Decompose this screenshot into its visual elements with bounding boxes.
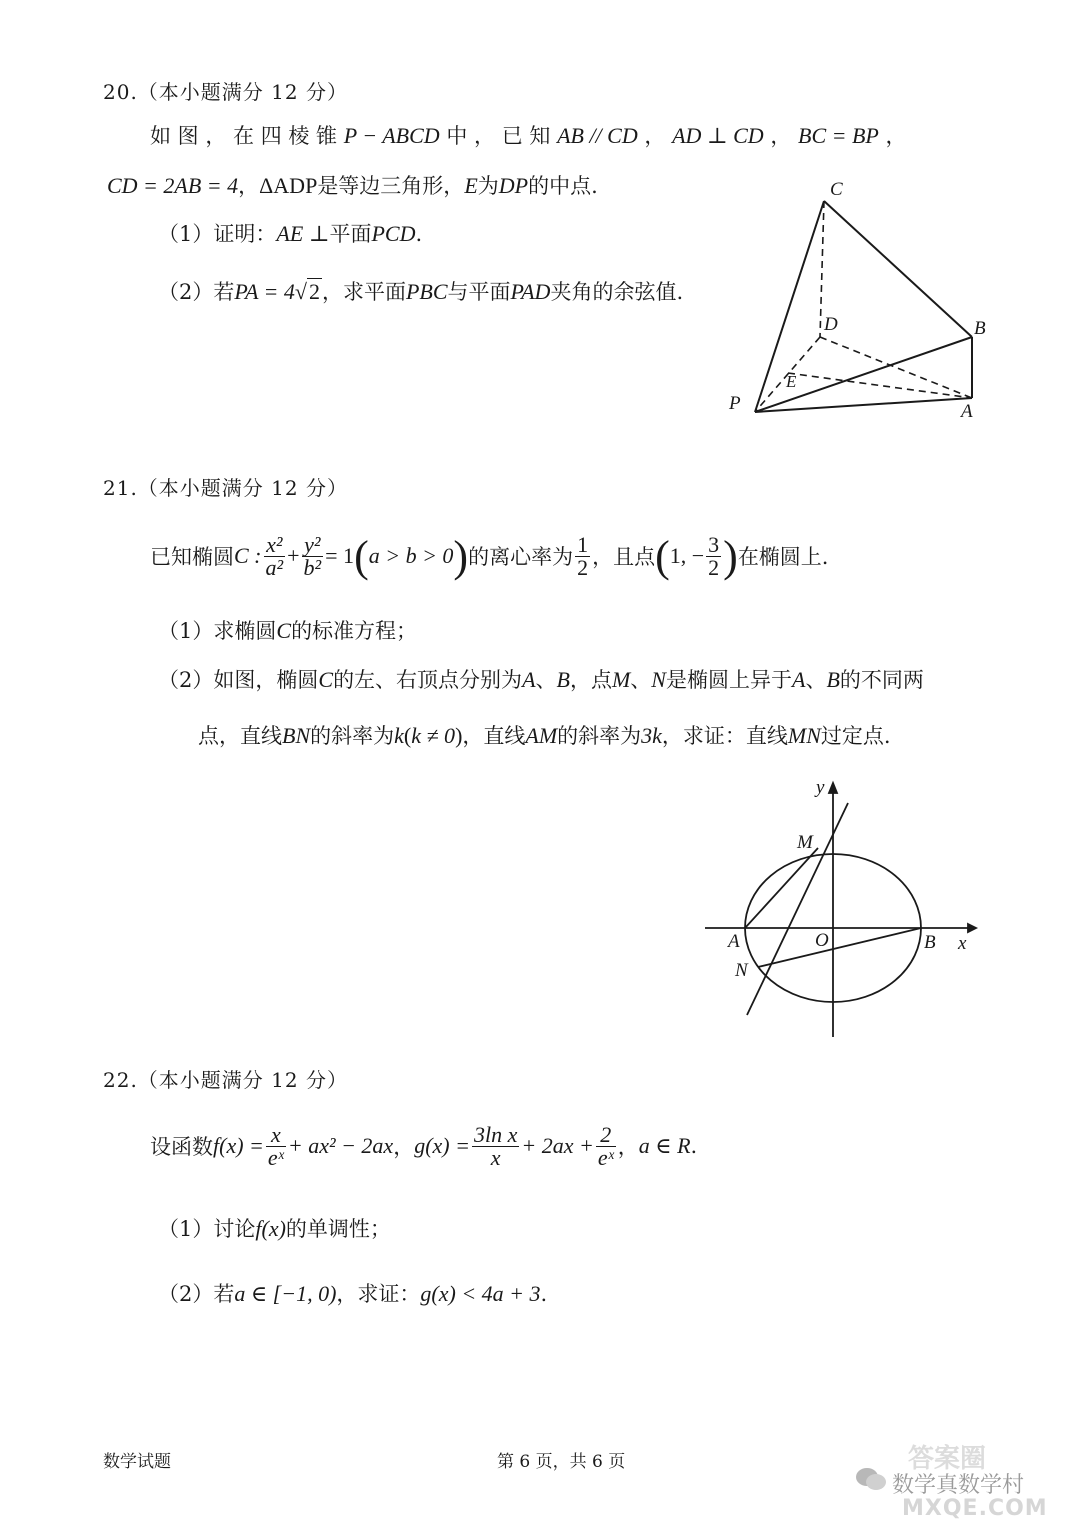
denominator: eˣ bbox=[597, 1144, 614, 1170]
math: 1, − bbox=[669, 543, 705, 568]
math: g(x) < 4a + 3 bbox=[420, 1281, 541, 1306]
math: a ∈ [−1, 0) bbox=[234, 1281, 337, 1306]
denominator: eˣ bbox=[267, 1144, 284, 1170]
math: 2 bbox=[308, 279, 320, 304]
text: 的斜率为 bbox=[557, 724, 642, 748]
math: A bbox=[791, 667, 806, 692]
q21-part2-line2 bbox=[198, 720, 891, 750]
text: （2）若 bbox=[158, 280, 235, 304]
text: ， bbox=[393, 1135, 415, 1159]
math: C bbox=[318, 667, 334, 692]
q21-part2-line1 bbox=[158, 664, 924, 694]
text: （2）若 bbox=[158, 1282, 235, 1306]
fraction-2-ex bbox=[596, 1121, 616, 1170]
text: 平面 bbox=[329, 222, 372, 246]
fraction-3-2 bbox=[706, 531, 721, 580]
math: AB // CD bbox=[557, 123, 638, 148]
text: ，求证：直线 bbox=[661, 724, 788, 748]
label-N: N bbox=[735, 960, 748, 981]
watermark-url: MXQE.COM bbox=[902, 1496, 1048, 1521]
paren-close: ) bbox=[453, 531, 469, 581]
math: + bbox=[287, 543, 300, 568]
math: + 2ax + bbox=[521, 1133, 594, 1158]
math: a > b > 0 bbox=[368, 543, 454, 568]
math: MN bbox=[787, 723, 821, 748]
paren-open: ( bbox=[403, 723, 412, 748]
q20-statement-line1 bbox=[150, 120, 907, 150]
label-M: M bbox=[797, 832, 813, 853]
denominator: x bbox=[490, 1144, 501, 1170]
text: ， bbox=[617, 1135, 639, 1159]
text: 夹角的余弦值. bbox=[550, 280, 684, 304]
math: P − ABCD bbox=[343, 123, 440, 148]
q22-part2 bbox=[158, 1278, 547, 1308]
math: PCD bbox=[371, 221, 416, 246]
math: = 1 bbox=[325, 543, 355, 568]
text: 是椭圆上异于 bbox=[665, 668, 792, 692]
q20-part2 bbox=[158, 276, 683, 306]
text: . bbox=[415, 222, 423, 246]
text: ，点 bbox=[569, 668, 612, 692]
math: f(x) bbox=[255, 1216, 286, 1241]
math: CD = 2AB = 4 bbox=[107, 173, 239, 198]
math: BC = BP bbox=[798, 123, 879, 148]
denominator: a² bbox=[265, 554, 284, 580]
text: （1）证明： bbox=[158, 222, 277, 246]
math: N bbox=[651, 667, 666, 692]
text: 是等边三角形， bbox=[317, 174, 465, 198]
q21-statement bbox=[150, 528, 829, 584]
math: AM bbox=[525, 723, 558, 748]
math: B bbox=[556, 667, 570, 692]
math: AD ⊥ CD bbox=[672, 123, 764, 148]
numerator: x² bbox=[264, 534, 286, 557]
paren-close: ) bbox=[723, 531, 738, 581]
q22-part1 bbox=[158, 1213, 391, 1243]
label-B: B bbox=[974, 318, 986, 339]
fraction-3lnx-x bbox=[472, 1121, 519, 1170]
numerator: y² bbox=[302, 534, 324, 557]
watermark-text: 数学真数学村 bbox=[892, 1473, 1025, 1498]
numerator: 2 bbox=[596, 1124, 616, 1147]
numerator: x bbox=[266, 1124, 286, 1147]
pyramid-figure bbox=[720, 175, 1000, 425]
text: 设函数 bbox=[150, 1135, 213, 1159]
paren-open: ( bbox=[354, 531, 369, 581]
text: （1）讨论 bbox=[158, 1217, 256, 1241]
text: 的不同两 bbox=[839, 668, 924, 692]
text: 的离心率为 bbox=[468, 545, 574, 569]
label-B: B bbox=[924, 932, 936, 953]
watermark-logo: 答案圈 bbox=[908, 1444, 987, 1474]
ellipse-figure bbox=[700, 775, 990, 1045]
text: 的中点. bbox=[528, 174, 598, 198]
math: + ax² − 2ax bbox=[287, 1133, 394, 1158]
math: A bbox=[522, 667, 536, 692]
q21-header: 21.（本小题满分 12 分） bbox=[103, 476, 348, 500]
math: E bbox=[464, 173, 478, 198]
text: ，求证： bbox=[336, 1282, 421, 1306]
label-O: O bbox=[815, 930, 829, 951]
math: BN bbox=[282, 723, 311, 748]
math: a ∈ R bbox=[638, 1133, 691, 1158]
denominator: b² bbox=[303, 554, 322, 580]
text: ， bbox=[238, 174, 260, 198]
label-D: D bbox=[824, 314, 838, 335]
math: PAD bbox=[510, 279, 551, 304]
text: 、 bbox=[535, 668, 557, 692]
text: ，且点 bbox=[592, 545, 656, 569]
fraction-x2-a2 bbox=[264, 531, 286, 580]
text: 点，直线 bbox=[198, 724, 282, 748]
label-P: P bbox=[729, 393, 741, 414]
text: 与平面 bbox=[447, 280, 511, 304]
text: 、 bbox=[630, 668, 652, 692]
paren-open: ( bbox=[655, 531, 670, 581]
numerator: 3 bbox=[708, 531, 720, 557]
text: 中 ， 已 知 bbox=[439, 124, 558, 148]
text: 的左、右顶点分别为 bbox=[333, 668, 523, 692]
math: M bbox=[611, 667, 631, 692]
footer-subject: 数学试题 bbox=[103, 1452, 171, 1472]
numerator: 1 bbox=[577, 531, 589, 557]
math: ΔADP bbox=[259, 173, 318, 198]
fraction-1-2 bbox=[575, 531, 590, 580]
text: ，直线 bbox=[462, 724, 526, 748]
math: DP bbox=[498, 173, 529, 198]
label-y: y bbox=[816, 777, 825, 798]
math: 3k bbox=[641, 723, 662, 748]
paren-close: ) bbox=[455, 723, 463, 748]
text: ， bbox=[637, 124, 673, 148]
text: 过定点. bbox=[820, 724, 891, 748]
text: 已知椭圆 bbox=[150, 545, 234, 569]
text: 的斜率为 bbox=[310, 724, 395, 748]
math: AE ⊥ bbox=[276, 221, 330, 246]
text: （1）求椭圆 bbox=[158, 619, 277, 643]
text: ，求平面 bbox=[321, 280, 406, 304]
text: 的单调性； bbox=[285, 1217, 391, 1241]
q22-header: 22.（本小题满分 12 分） bbox=[103, 1068, 348, 1092]
q20-part1 bbox=[158, 218, 422, 248]
q22-statement bbox=[150, 1118, 697, 1174]
pyramid-diagram bbox=[720, 175, 1000, 425]
text: （2）如图，椭圆 bbox=[158, 668, 319, 692]
text: ， bbox=[878, 124, 907, 148]
math: k bbox=[394, 723, 404, 748]
text: ， bbox=[763, 124, 799, 148]
math: k ≠ 0 bbox=[411, 723, 456, 748]
math: PA = 4 bbox=[234, 279, 295, 304]
label-C: C bbox=[830, 179, 843, 200]
math: g(x) = bbox=[414, 1133, 470, 1158]
text: 在椭圆上. bbox=[737, 545, 829, 569]
text: 如 图 ， 在 四 棱 锥 bbox=[150, 124, 344, 148]
math: B bbox=[826, 667, 840, 692]
watermark bbox=[848, 1438, 1074, 1524]
ellipse-diagram bbox=[700, 775, 990, 1045]
math: C : bbox=[234, 543, 262, 568]
text: 、 bbox=[805, 668, 827, 692]
text: 的标准方程； bbox=[291, 619, 418, 643]
label-A: A bbox=[961, 401, 973, 422]
label-x: x bbox=[958, 933, 967, 954]
q20-statement-line2 bbox=[107, 170, 598, 200]
text: 为 bbox=[477, 174, 499, 198]
fraction-x-ex bbox=[266, 1121, 286, 1170]
fraction-y2-b2 bbox=[302, 531, 324, 580]
math: f(x) = bbox=[213, 1133, 264, 1158]
wechat-icon bbox=[854, 1466, 888, 1492]
q20-header: 20.（本小题满分 12 分） bbox=[103, 80, 348, 104]
label-A: A bbox=[728, 931, 740, 952]
text: . bbox=[690, 1134, 698, 1158]
footer-page-number: 第 6 页，共 6 页 bbox=[497, 1452, 626, 1472]
denominator: 2 bbox=[577, 554, 589, 580]
math: PBC bbox=[405, 279, 448, 304]
numerator: 3ln x bbox=[473, 1121, 518, 1147]
label-E: E bbox=[786, 372, 797, 391]
text: . bbox=[540, 1282, 548, 1306]
sqrt-symbol: √ bbox=[294, 279, 307, 304]
q21-part1 bbox=[158, 615, 417, 645]
math: C bbox=[276, 618, 292, 643]
denominator: 2 bbox=[708, 554, 720, 580]
